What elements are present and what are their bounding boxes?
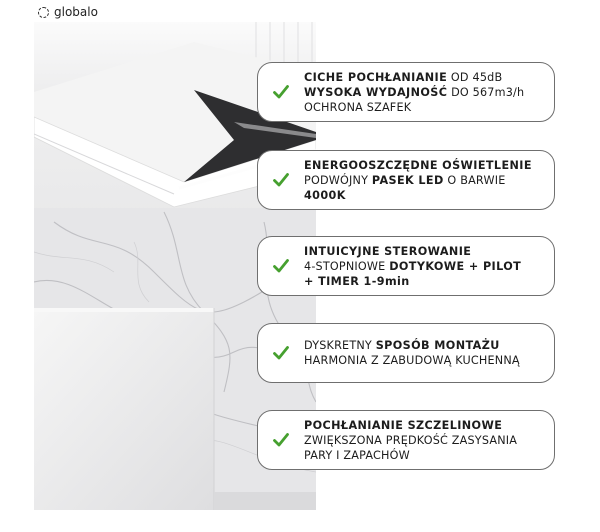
brand-name: globalo bbox=[54, 5, 98, 19]
feature-line bbox=[304, 173, 544, 188]
checkmark-icon bbox=[272, 344, 290, 362]
feature-text: 4-STOPNIOWE bbox=[304, 259, 390, 273]
feature-card-quiet bbox=[257, 62, 555, 122]
feature-card-lighting bbox=[257, 150, 555, 210]
feature-line bbox=[304, 418, 544, 433]
feature-line bbox=[304, 259, 544, 274]
feature-line bbox=[304, 100, 544, 115]
feature-highlight: CICHE POCHŁANIANIE bbox=[304, 70, 448, 84]
feature-text: OCHRONA SZAFEK bbox=[304, 100, 412, 114]
feature-highlight: 4000K bbox=[304, 188, 346, 202]
feature-line bbox=[304, 85, 544, 100]
feature-highlight: PASEK LED bbox=[371, 173, 444, 187]
feature-text: PODWÓJNY bbox=[304, 173, 372, 187]
feature-line bbox=[304, 158, 544, 173]
feature-card-control bbox=[257, 236, 555, 296]
feature-text: O BARWIE bbox=[443, 173, 506, 187]
feature-text: ZWIĘKSZONA PRĘDKOŚĆ ZASYSANIA bbox=[304, 433, 518, 447]
checkmark-icon bbox=[272, 171, 290, 189]
feature-line bbox=[304, 274, 544, 289]
feature-highlight: DOTYKOWE + PILOT bbox=[389, 259, 522, 273]
feature-line bbox=[304, 433, 544, 448]
feature-text: OD 45dB bbox=[447, 70, 503, 84]
feature-highlight: INTUICYJNE STEROWANIE bbox=[304, 244, 472, 258]
feature-highlight: SPOSÓB MONTAŻU bbox=[375, 339, 500, 352]
checkmark-icon bbox=[272, 257, 290, 275]
feature-text: PARY I ZAPACHÓW bbox=[304, 448, 410, 462]
feature-card-mounting bbox=[257, 323, 555, 383]
feature-line bbox=[304, 338, 544, 353]
feature-highlight: + TIMER 1-9min bbox=[304, 274, 410, 288]
feature-highlight: POCHŁANIANIE SZCZELINOWE bbox=[304, 418, 503, 432]
feature-text: HARMONIA Z ZABUDOWĄ KUCHENNĄ bbox=[304, 354, 520, 367]
feature-card-slot-extraction bbox=[257, 410, 555, 470]
globalo-logo-icon bbox=[38, 7, 49, 18]
brand-logo bbox=[38, 5, 98, 19]
feature-line bbox=[304, 353, 544, 368]
feature-text: DYSKRETNY bbox=[304, 339, 376, 352]
checkmark-icon bbox=[272, 83, 290, 101]
feature-line bbox=[304, 188, 544, 203]
feature-line bbox=[304, 70, 544, 85]
checkmark-icon bbox=[272, 431, 290, 449]
feature-line bbox=[304, 448, 544, 463]
feature-highlight: WYSOKA WYDAJNOŚĆ bbox=[304, 85, 448, 99]
feature-text: DO 567m3/h bbox=[447, 85, 525, 99]
feature-line bbox=[304, 244, 544, 259]
feature-highlight: ENERGOOSZCZĘDNE OŚWIETLENIE bbox=[304, 158, 532, 172]
